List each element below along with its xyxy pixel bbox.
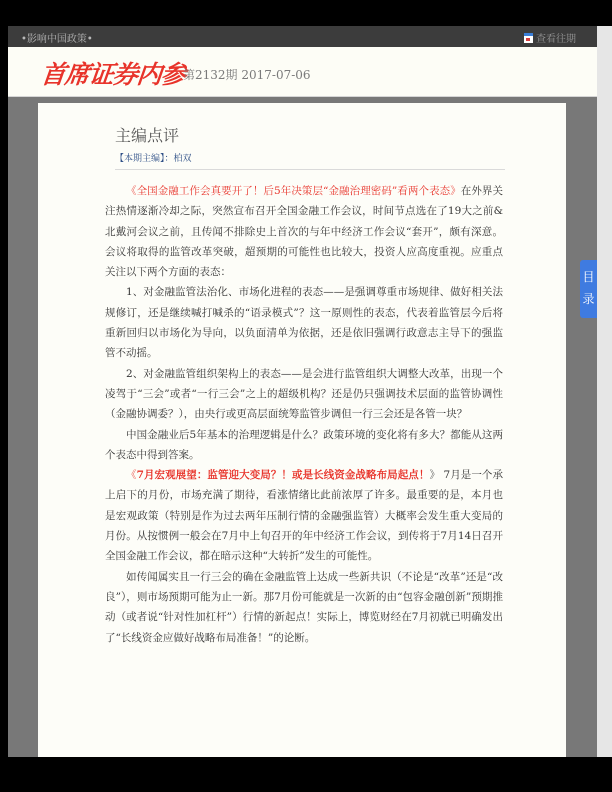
logo: 首席证券内参 [39, 60, 187, 89]
scrollbar[interactable] [597, 26, 612, 757]
paragraph: 1、对金融监管法治化、市场化进程的表态——是强调尊重市场规律、做好相关法规修订，还是继续喊打喊杀的“语录模式”？这一原则性的表态，代表着监管层今后将重新回归以市场化为导向，以负面清单为依据，还是依旧强调行政意志主导下的强监管不动摇。 [105, 286, 503, 360]
editor-label: 【本期主编】： [115, 154, 174, 164]
divider [115, 169, 505, 170]
toc-label-2: 录 [582, 292, 595, 306]
paragraph: 《7月宏观展望：监管迎大变局？！或是长线资金战略布局起点！》 7月是一个承上启下的月份，市场充满了期待，看涨情绪比此前浓厚了许多。最重要的是，本月也是宏观政策（特别是作为过去两年压制行情的金融强监管）大概率会发生重大变局的月份。从按惯例一般会在7月中上旬召开的年中经济工作会议，到传将于7月14日召开全国金融工作会议，都在暗示这种“大转折”发生的可能性。 [105, 469, 504, 563]
paragraph: 如传闻属实且一行三会的确在金融监管上达成一些新共识（不论是“改革”还是“改良”），则市场预期可能为止一新。那7月份可能就是一次新的由“包容金融创新”预期推动（或者说“针对性加杠杆”）行情的新起点！实际上，博览财经在7月初就已明确发出了“长线资金应做好战略布局准备！”的论断。 [105, 570, 503, 644]
toc-button[interactable] [580, 260, 597, 318]
paragraph: 《全国金融工作会真要开了！后5年决策层“金融治理密码”看两个表态》在外界关注热情逐渐冷却之际，突然宣布召开全国金融工作会议，时间节点选在了19大之前&北戴河会议之前，且传闻不排除史上首次的与年中经济工作会议“套开”，颇有深意。会议将取得的监管改革突破，超预期的可能性也比较大，投资人应高度重视。应重点关注以下两个方面的表态： [105, 185, 503, 279]
headline-link[interactable]: 7月宏观展望：监管迎大变局？！或是长线资金战略布局起点！ [136, 469, 430, 482]
article-card [38, 103, 566, 757]
masthead [8, 47, 597, 97]
section-title: 主编点评 [115, 126, 180, 145]
issue-info: 第2132期 2017-07-06 [183, 68, 311, 82]
calendar-icon [524, 33, 533, 43]
slogan: •影响中国政策• [21, 34, 93, 45]
toc-label-1: 目 [582, 270, 595, 284]
past-issues-label: 查看往期 [536, 34, 576, 45]
document-viewport[interactable] [8, 26, 597, 757]
paragraph: 2、对金融监管组织架构上的表态——是会进行监管组织大调整大改革，出现一个凌驾于“三会”或者“一行三会”之上的超级机构？还是仍只强调技术层面的监管协调性（金融协调委？），由央行或更高层面统筹监管步调但一行三会还是各管一块？ [105, 367, 503, 421]
past-issues-link[interactable] [524, 30, 576, 45]
editor-line [115, 151, 192, 164]
paragraph: 中国金融业后5年基本的治理逻辑是什么？政策环境的变化将有多大？都能从这两个表态中得到答案。 [105, 428, 503, 461]
editor-name: 柏双 [173, 154, 192, 164]
top-bar [8, 26, 597, 47]
headline-link[interactable]: 《全国金融工作会真要开了！后5年决策层“金融治理密码”看两个表态》 [126, 185, 461, 197]
article-body [105, 181, 503, 648]
